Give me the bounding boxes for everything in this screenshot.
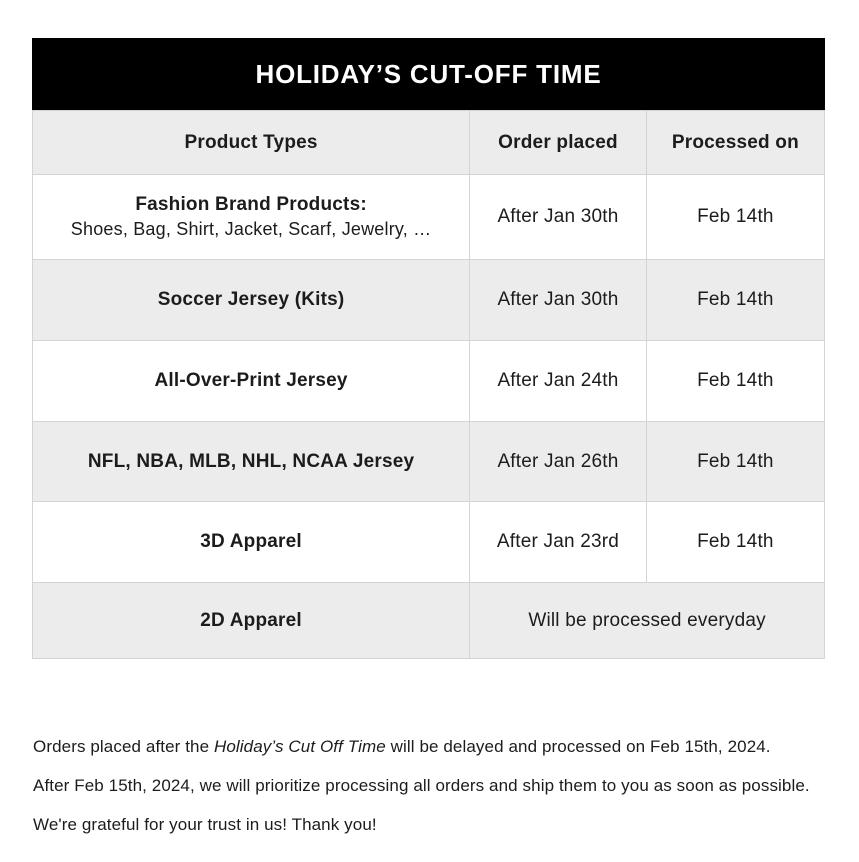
processed-on-cell: Feb 14th xyxy=(646,260,824,341)
footer-notes xyxy=(33,735,855,852)
product-cell xyxy=(33,175,470,260)
product-cell: NFL, NBA, MLB, NHL, NCAA Jersey xyxy=(33,422,470,502)
footer-line-1-prefix: Orders placed after the xyxy=(33,737,214,756)
order-placed-cell: After Jan 30th xyxy=(470,175,647,260)
table-row-league-jersey xyxy=(33,422,825,502)
product-cell: 2D Apparel xyxy=(33,583,470,659)
footer-line-1 xyxy=(33,735,855,759)
table-row-2d-apparel xyxy=(33,583,825,659)
holiday-cutoff-notice xyxy=(32,38,825,659)
col-header-product-types: Product Types xyxy=(33,111,470,175)
table-row-soccer-jersey xyxy=(33,260,825,341)
order-placed-cell: After Jan 26th xyxy=(470,422,647,502)
processed-on-cell: Feb 14th xyxy=(646,422,824,502)
product-cell: Soccer Jersey (Kits) xyxy=(33,260,470,341)
order-placed-cell: After Jan 23rd xyxy=(470,502,647,583)
table-row-3d-apparel xyxy=(33,502,825,583)
product-name: Fashion Brand Products: xyxy=(135,194,367,215)
header-row xyxy=(33,111,825,175)
product-cell: 3D Apparel xyxy=(33,502,470,583)
title-bar xyxy=(32,38,825,110)
page-title: HOLIDAY’S CUT-OFF TIME xyxy=(255,58,602,89)
processed-on-cell: Feb 14th xyxy=(646,502,824,583)
table-row-all-over-print xyxy=(33,341,825,422)
table-row-fashion-brand xyxy=(33,175,825,260)
product-examples: Shoes, Bag, Shirt, Jacket, Scarf, Jewelry, … xyxy=(70,219,432,239)
cutoff-table xyxy=(32,110,825,659)
footer-line-3: We're grateful for your trust in us! Thank you! xyxy=(33,815,377,834)
col-header-processed-on: Processed on xyxy=(646,111,824,175)
merged-note-cell: Will be processed everyday xyxy=(470,583,825,659)
footer-line-1-italic-phrase: Holiday’s Cut Off Time xyxy=(214,737,386,756)
order-placed-cell: After Jan 30th xyxy=(470,260,647,341)
footer-line-1-suffix: will be delayed and processed on Feb 15th, 2024. xyxy=(385,737,771,756)
processed-on-cell: Feb 14th xyxy=(646,175,824,260)
footer-line-2: After Feb 15th, 2024, we will prioritize processing all orders and ship them to you as soon as possible. xyxy=(33,776,810,795)
processed-on-cell: Feb 14th xyxy=(646,341,824,422)
order-placed-cell: After Jan 24th xyxy=(470,341,647,422)
product-cell: All-Over-Print Jersey xyxy=(33,341,470,422)
col-header-order-placed: Order placed xyxy=(470,111,647,175)
